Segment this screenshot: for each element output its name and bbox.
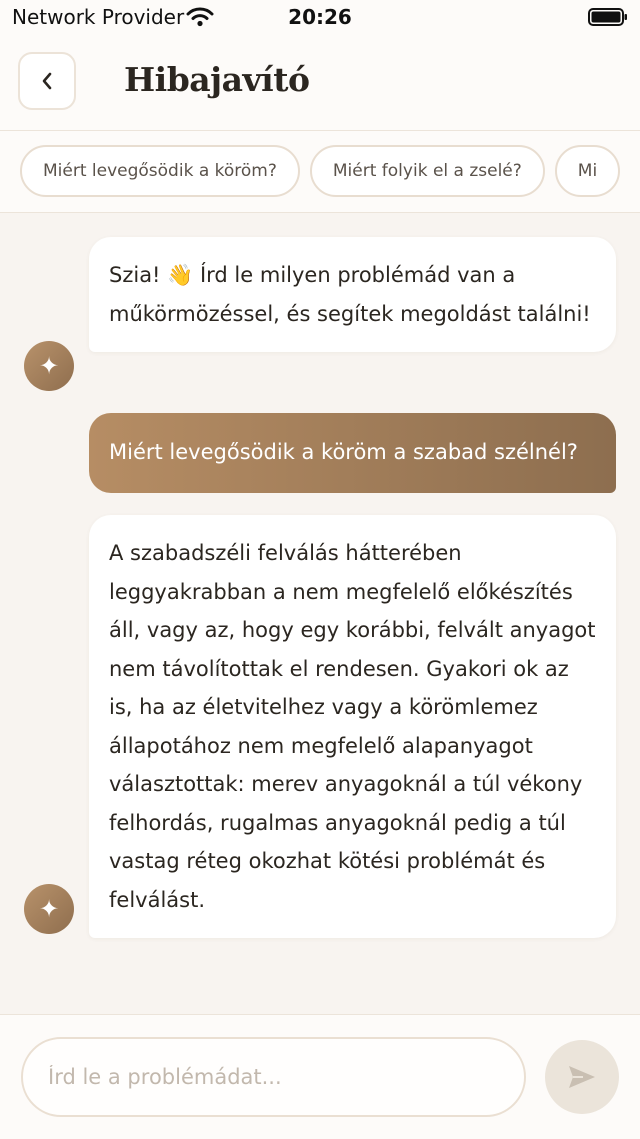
sparkle-icon: ✦ — [24, 341, 74, 391]
message-input[interactable] — [21, 1037, 526, 1117]
suggestion-chip[interactable]: Miért levegősödik a köröm? — [20, 145, 300, 197]
network-provider: Network Provider — [12, 5, 185, 29]
battery-icon — [588, 8, 628, 26]
suggestion-chip[interactable]: Miért folyik el a zselé? — [310, 145, 545, 197]
bot-message: Szia! 👋 Írd le milyen problémád van a műkörmözéssel, és segítek megoldást találni! — [89, 237, 616, 352]
composer-bar — [0, 1014, 640, 1139]
page-title: Hibajavító — [124, 60, 310, 99]
chat-thread[interactable] — [0, 213, 640, 1013]
send-button[interactable] — [545, 1040, 619, 1114]
bot-message: A szabadszéli felválás hátterében leggyakrabban a nem megfelelő előkészítés áll, vagy az, hogy egy korábbi, felvált anyagot nem távolítottak el rendesen. Gyakori ok az is, ha az életvitelhez vagy a körömlemez állapotához nem megfelelő alapanyagot választottak: merev anyagoknál a túl vékony felhordás, rugalmas anyagoknál pedig a túl vastag réteg okozhat kötési problémát és felválást. — [89, 515, 616, 938]
status-bar — [0, 0, 640, 36]
suggestion-chips[interactable] — [20, 145, 620, 199]
sparkle-icon: ✦ — [24, 884, 74, 934]
back-button[interactable] — [18, 52, 76, 110]
app-header — [0, 36, 640, 131]
clock: 20:26 — [288, 5, 352, 29]
send-icon — [567, 1064, 597, 1090]
suggestions-bar — [0, 131, 640, 213]
user-message: Miért levegősödik a köröm a szabad szélnél? — [89, 413, 616, 493]
chevron-left-icon — [40, 71, 54, 91]
suggestion-chip[interactable]: Mi — [555, 145, 620, 197]
